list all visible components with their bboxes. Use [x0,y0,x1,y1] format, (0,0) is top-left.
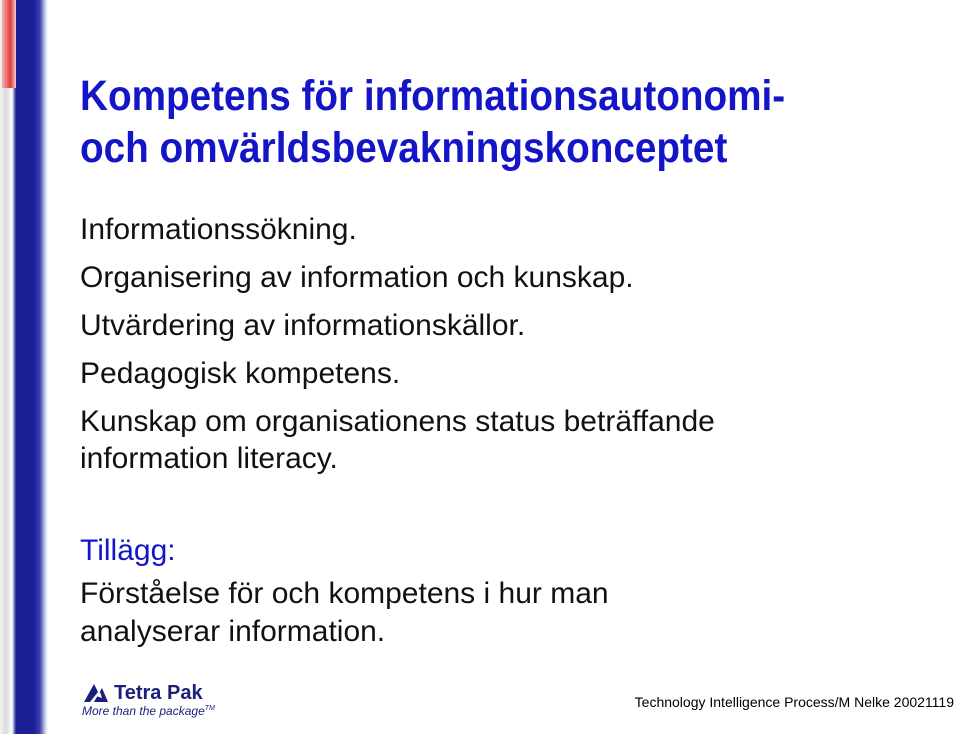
left-accent-red [2,0,16,88]
slide-body [80,206,950,477]
bullet-line: Kunskap om organisationens status beträffande [80,405,715,438]
logo-tagline-text: More than the package [82,704,205,718]
bullet-line: Organisering av information och kunskap. [80,261,634,294]
addendum-line: analyserar information. [80,615,386,648]
footer-text: Technology Intelligence Process/M Nelke 20021119 [634,694,954,710]
title-line-1: Kompetens för informationsautonomi- [80,72,786,120]
multi-line-bullet [80,403,950,477]
logo-name: Tetra Pak [114,682,203,704]
tetra-pak-logo-icon [82,682,112,706]
bullet-line: Pedagogisk kompetens. [80,357,401,390]
bullet-line: information literacy. [80,442,338,475]
tetra-pak-logo [82,680,222,722]
bullet-line: Informationssökning. [80,213,357,246]
addendum-text [80,575,940,651]
title-line-2: och omvärldsbevakningskonceptet [80,124,728,172]
left-accent-bar [0,0,48,734]
addendum-line: Förståelse för och kompetens i hur man [80,577,609,610]
bullet-line: Utvärdering av informationskällor. [80,309,526,342]
trademark-mark: TM [204,705,215,712]
addendum-heading: Tillägg: [80,534,176,567]
slide-title [80,70,854,174]
logo-tagline [82,704,215,718]
